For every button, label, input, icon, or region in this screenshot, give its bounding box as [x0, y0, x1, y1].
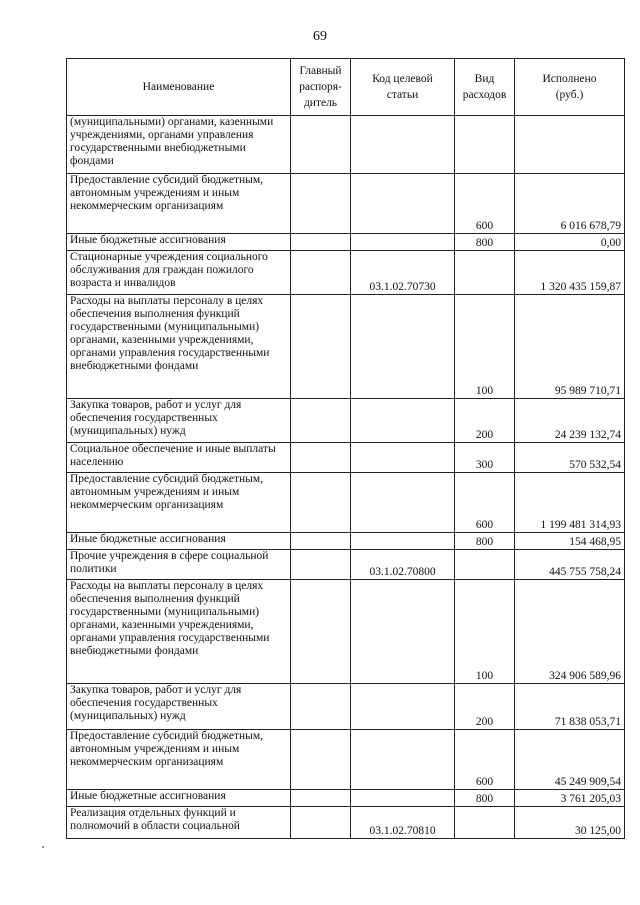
row-type: 600	[455, 473, 515, 533]
row-amount: 154 468,95	[515, 533, 625, 550]
row-type	[455, 116, 515, 174]
row-code	[351, 790, 455, 807]
header-code: Код целевой статьи	[351, 59, 455, 116]
row-code: 03.1.02.70800	[351, 550, 455, 580]
header-amount: Исполнено (руб.)	[515, 59, 625, 116]
header-name: Наименование	[67, 59, 291, 116]
row-manager	[291, 295, 351, 399]
row-name: Социальное обеспечение и иные выплаты населению	[67, 443, 291, 473]
row-manager	[291, 174, 351, 234]
row-manager	[291, 790, 351, 807]
row-manager	[291, 399, 351, 443]
row-type: 200	[455, 684, 515, 730]
row-code	[351, 533, 455, 550]
table-row	[67, 580, 625, 684]
row-type: 300	[455, 443, 515, 473]
table-row	[67, 251, 625, 295]
page-number: 69	[313, 29, 327, 44]
row-code	[351, 443, 455, 473]
row-type: 600	[455, 730, 515, 790]
row-code	[351, 730, 455, 790]
row-name: Иные бюджетные ассигнования	[67, 234, 291, 251]
row-amount: 3 761 205,03	[515, 790, 625, 807]
row-code	[351, 174, 455, 234]
table-header-row	[67, 59, 625, 116]
table-row	[67, 807, 625, 839]
row-name: Предоставление субсидий бюджетным, автономным учреждениям и иным некоммерческим организациям	[67, 174, 291, 234]
row-amount	[515, 116, 625, 174]
row-manager	[291, 684, 351, 730]
row-manager	[291, 550, 351, 580]
table-row	[67, 116, 625, 174]
budget-table	[66, 58, 625, 839]
row-manager	[291, 234, 351, 251]
row-code	[351, 473, 455, 533]
table-row	[67, 790, 625, 807]
row-type: 200	[455, 399, 515, 443]
row-type	[455, 807, 515, 839]
header-manager: Главный распоря- дитель	[291, 59, 351, 116]
row-code	[351, 295, 455, 399]
row-amount: 1 199 481 314,93	[515, 473, 625, 533]
row-amount: 324 906 589,96	[515, 580, 625, 684]
row-manager	[291, 443, 351, 473]
table-row	[67, 684, 625, 730]
row-name: Закупка товаров, работ и услуг для обеспечения государственных (муниципальных) нужд	[67, 399, 291, 443]
row-amount: 445 755 758,24	[515, 550, 625, 580]
table-row	[67, 730, 625, 790]
table-row	[67, 533, 625, 550]
row-amount: 24 239 132,74	[515, 399, 625, 443]
table-row	[67, 550, 625, 580]
row-amount: 45 249 909,54	[515, 730, 625, 790]
table-row	[67, 295, 625, 399]
scan-dot	[42, 846, 44, 848]
row-name: Расходы на выплаты персоналу в целях обеспечения выполнения функций государственными (муниципальными) органами, казенными учреждениями, органами управления государственными внебюджетными фондами	[67, 295, 291, 399]
row-name: (муниципальными) органами, казенными учреждениями, органами управления государственными внебюджетными фондами	[67, 116, 291, 174]
row-amount: 0,00	[515, 234, 625, 251]
row-type: 800	[455, 790, 515, 807]
row-code	[351, 399, 455, 443]
table-row	[67, 174, 625, 234]
row-code: 03.1.02.70810	[351, 807, 455, 839]
row-code	[351, 580, 455, 684]
row-type	[455, 251, 515, 295]
row-name: Иные бюджетные ассигнования	[67, 790, 291, 807]
row-type: 800	[455, 234, 515, 251]
row-type	[455, 550, 515, 580]
table-row	[67, 234, 625, 251]
table-row	[67, 443, 625, 473]
row-amount: 71 838 053,71	[515, 684, 625, 730]
row-name: Реализация отдельных функций и полномочий в области социальной	[67, 807, 291, 839]
row-name: Предоставление субсидий бюджетным, автономным учреждениям и иным некоммерческим организациям	[67, 473, 291, 533]
table-row	[67, 473, 625, 533]
row-manager	[291, 473, 351, 533]
table-row	[67, 399, 625, 443]
row-name: Закупка товаров, работ и услуг для обеспечения государственных (муниципальных) нужд	[67, 684, 291, 730]
row-name: Расходы на выплаты персоналу в целях обеспечения выполнения функций государственными (муниципальными) органами, казенными учреждениями, органами управления государственными внебюджетными фондами	[67, 580, 291, 684]
row-manager	[291, 807, 351, 839]
row-amount: 6 016 678,79	[515, 174, 625, 234]
row-manager	[291, 533, 351, 550]
row-manager	[291, 580, 351, 684]
row-code	[351, 684, 455, 730]
row-type: 100	[455, 295, 515, 399]
row-code	[351, 234, 455, 251]
row-type: 800	[455, 533, 515, 550]
row-type: 600	[455, 174, 515, 234]
row-name: Прочие учреждения в сфере социальной политики	[67, 550, 291, 580]
row-manager	[291, 116, 351, 174]
row-name: Иные бюджетные ассигнования	[67, 533, 291, 550]
row-code	[351, 116, 455, 174]
row-type: 100	[455, 580, 515, 684]
row-amount: 1 320 435 159,87	[515, 251, 625, 295]
row-manager	[291, 251, 351, 295]
row-amount: 30 125,00	[515, 807, 625, 839]
row-manager	[291, 730, 351, 790]
row-amount: 570 532,54	[515, 443, 625, 473]
header-type: Вид расходов	[455, 59, 515, 116]
row-name: Предоставление субсидий бюджетным, автономным учреждениям и иным некоммерческим организациям	[67, 730, 291, 790]
row-code: 03.1.02.70730	[351, 251, 455, 295]
row-name: Стационарные учреждения социального обслуживания для граждан пожилого возраста и инвалидов	[67, 251, 291, 295]
row-amount: 95 989 710,71	[515, 295, 625, 399]
